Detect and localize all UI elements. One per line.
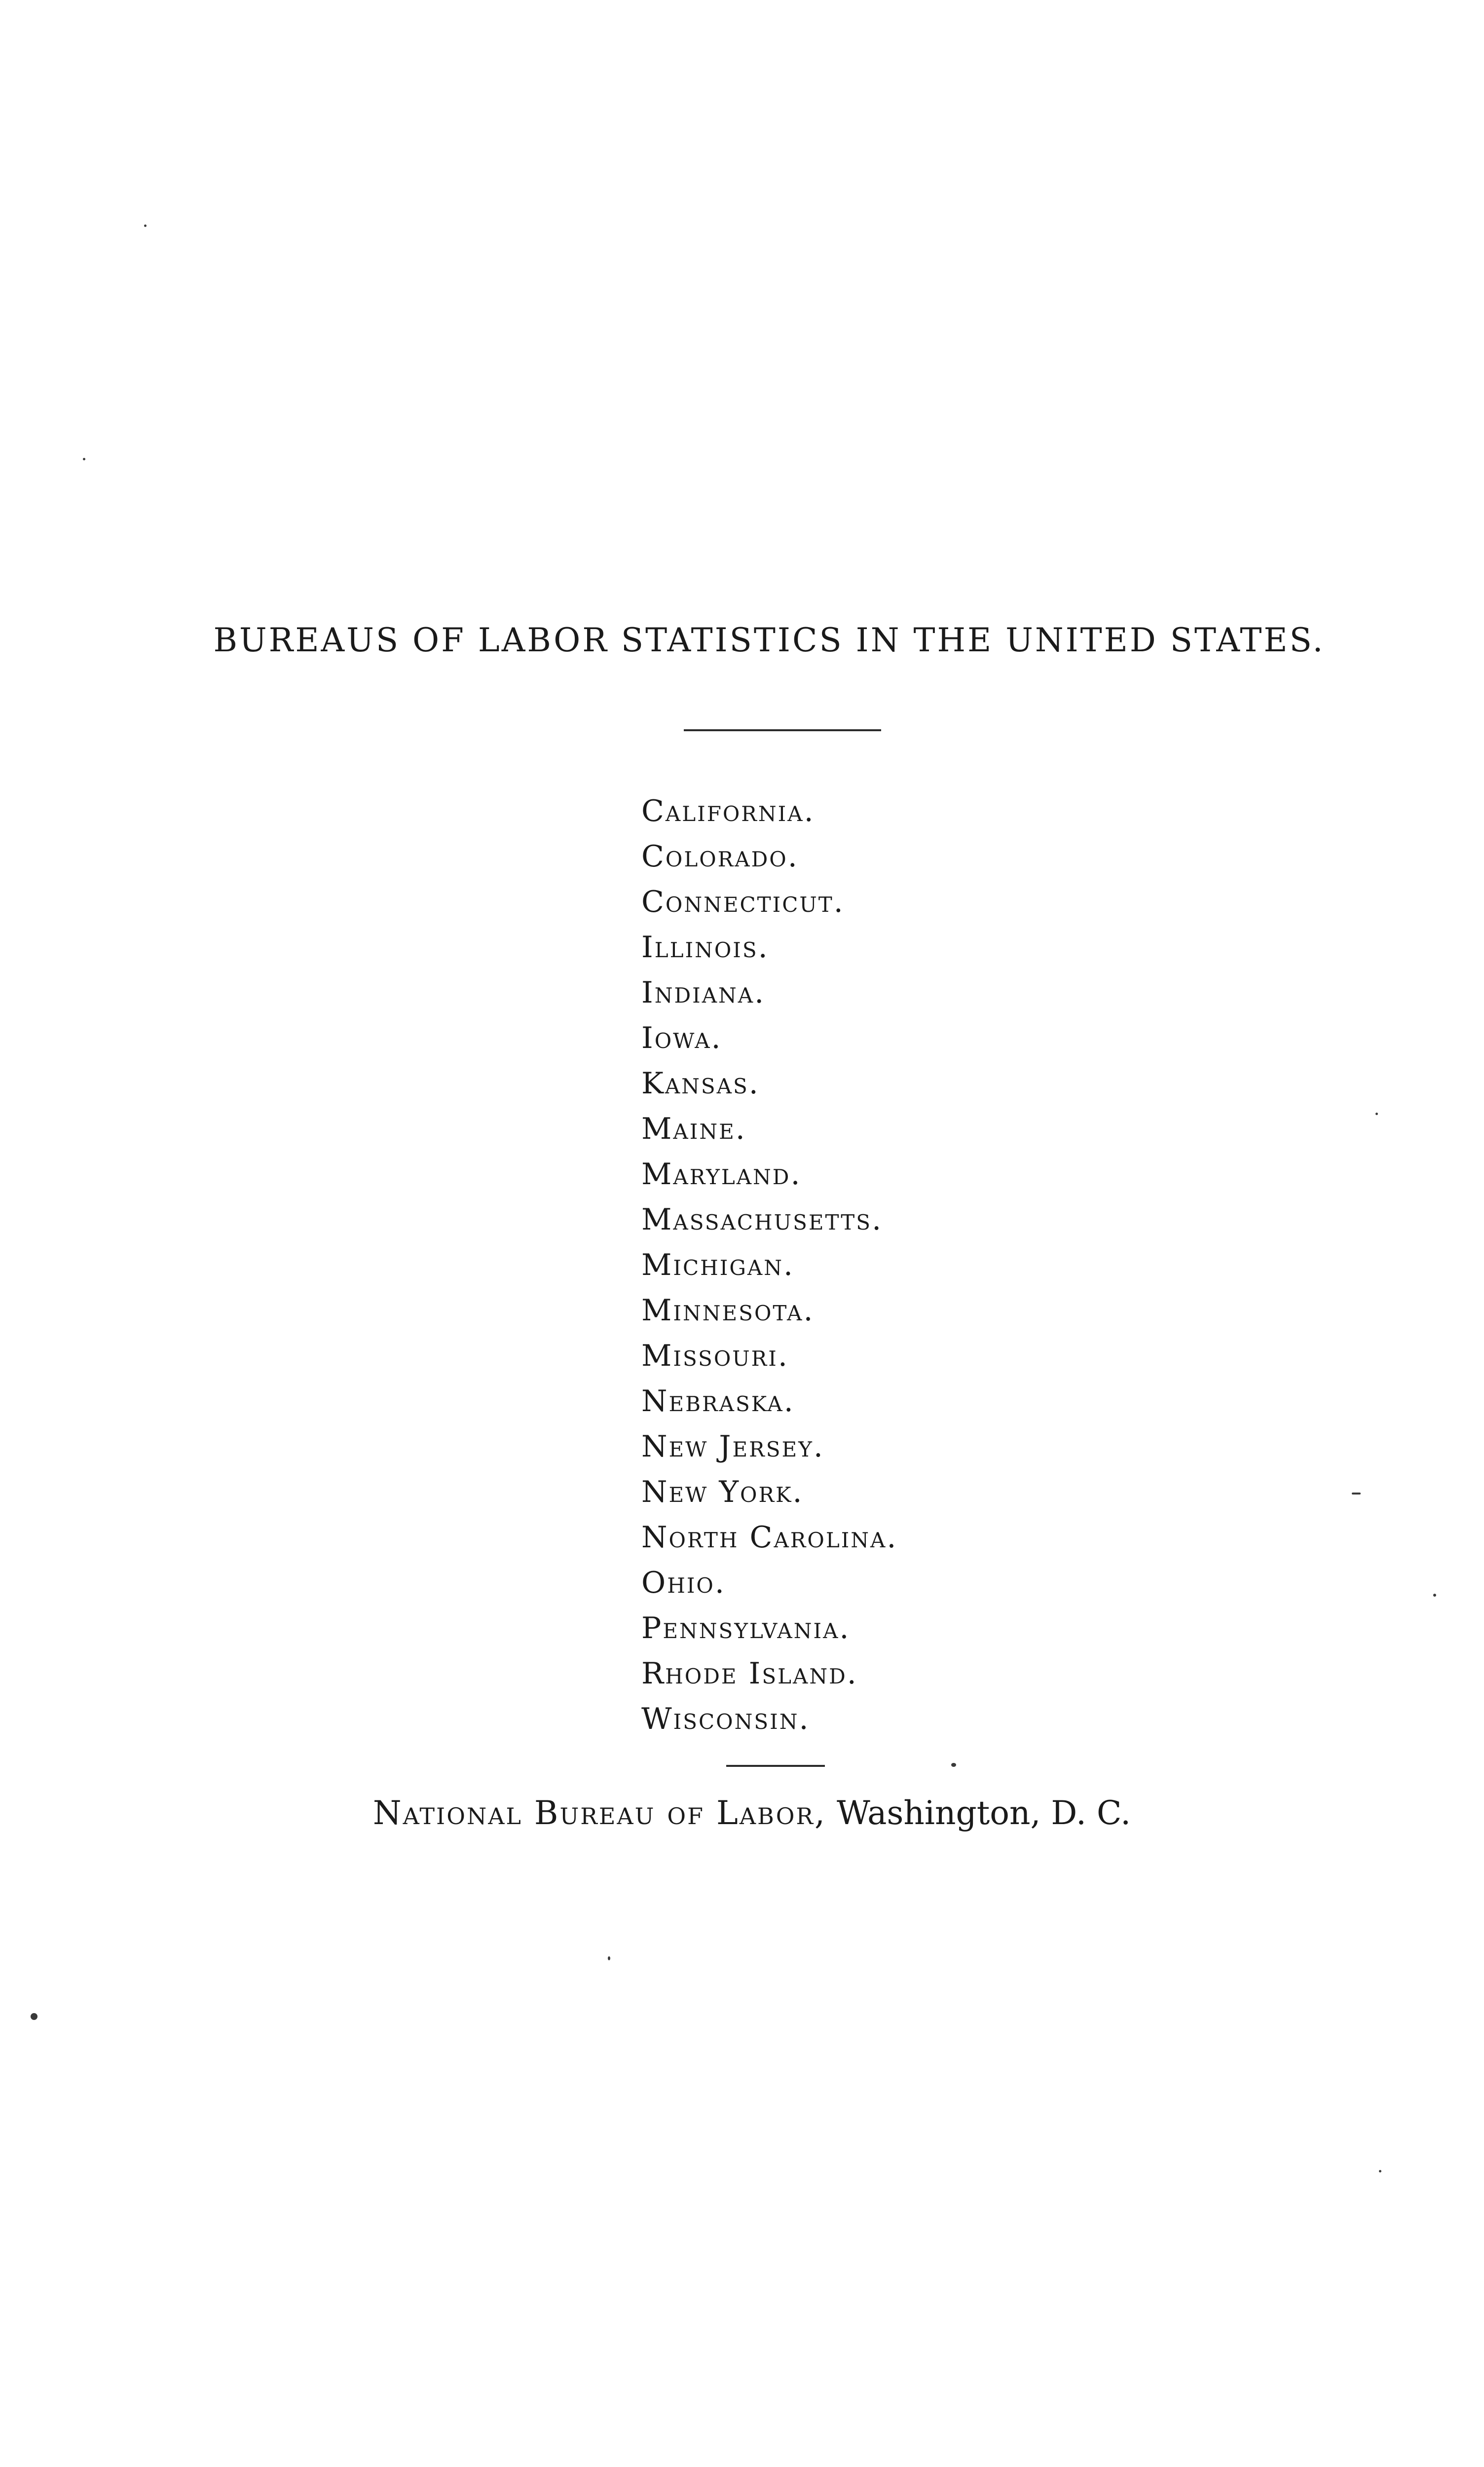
footer-location: Washington, D. C. bbox=[837, 1794, 1131, 1832]
list-item: New Jersey. bbox=[641, 1429, 824, 1464]
list-item: Wisconsin. bbox=[641, 1702, 810, 1736]
list-item: California. bbox=[641, 794, 815, 828]
list-item: North Carolina. bbox=[641, 1520, 898, 1555]
list-item: Pennsylvania. bbox=[641, 1611, 851, 1645]
list-item: Colorado. bbox=[641, 839, 799, 874]
scan-speck bbox=[1375, 1113, 1378, 1115]
scan-speck bbox=[951, 1763, 956, 1767]
page-heading: BUREAUS OF LABOR STATISTICS IN THE UNITED STATES. bbox=[213, 621, 1325, 659]
list-item: Iowa. bbox=[641, 1021, 722, 1055]
list-item: Missouri. bbox=[641, 1339, 789, 1373]
list-item: New York. bbox=[641, 1475, 804, 1509]
list-item: Massachusetts. bbox=[641, 1202, 883, 1237]
scan-speck bbox=[144, 224, 147, 227]
scan-speck bbox=[31, 2013, 37, 2020]
list-item: Rhode Island. bbox=[641, 1656, 858, 1691]
list-item: Connecticut. bbox=[641, 885, 845, 919]
scan-speck bbox=[83, 458, 85, 460]
list-item: Indiana. bbox=[641, 975, 766, 1010]
list-item: Michigan. bbox=[641, 1248, 795, 1282]
scan-speck bbox=[1352, 1493, 1361, 1495]
top-divider bbox=[684, 729, 881, 731]
bottom-divider bbox=[726, 1765, 825, 1767]
scan-speck bbox=[608, 1956, 610, 1960]
national-bureau-label: National Bureau of Labor, bbox=[372, 1794, 827, 1832]
list-item: Ohio. bbox=[641, 1566, 726, 1600]
footer-line bbox=[0, 1791, 1484, 1835]
list-item: Maine. bbox=[641, 1112, 746, 1146]
state-list bbox=[641, 788, 897, 1742]
scan-speck bbox=[1379, 2170, 1381, 2172]
list-item: Minnesota. bbox=[641, 1293, 815, 1328]
list-item: Nebraska. bbox=[641, 1384, 795, 1419]
list-item: Kansas. bbox=[641, 1066, 760, 1101]
list-item: Maryland. bbox=[641, 1157, 802, 1192]
scan-speck bbox=[1433, 1594, 1436, 1597]
list-item: Illinois. bbox=[641, 930, 769, 965]
